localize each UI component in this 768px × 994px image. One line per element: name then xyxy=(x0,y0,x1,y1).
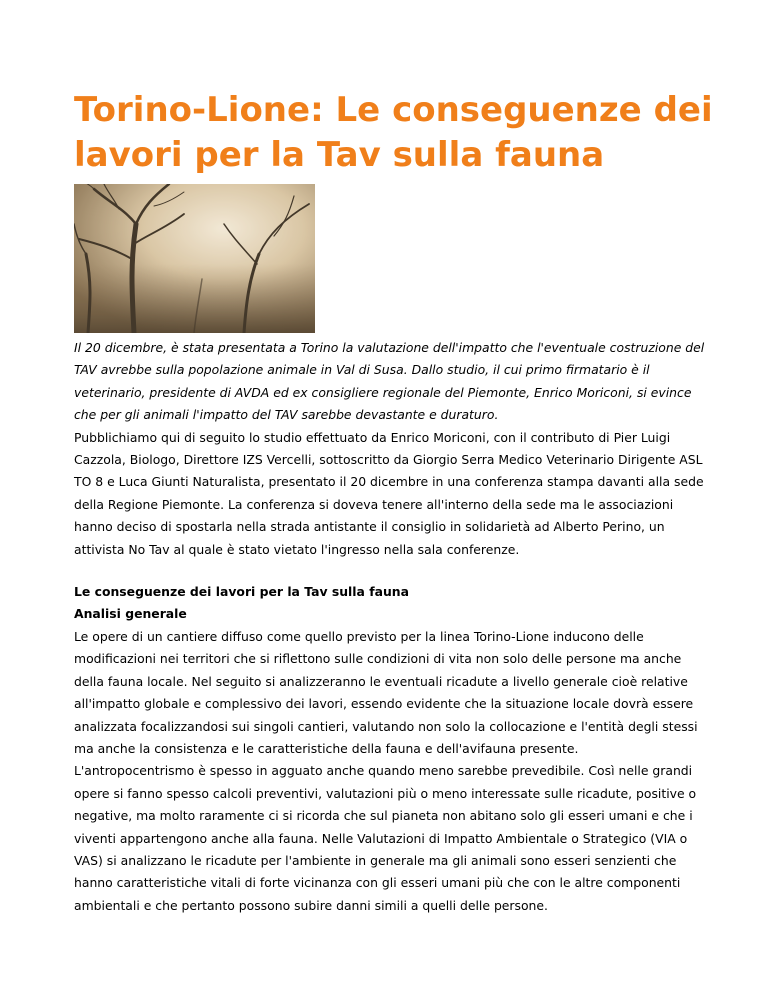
body-paragraph: Le opere di un cantiere diffuso come quello previsto per la linea Torino-Lione inducono delle modificazioni nei territori che si riflettono sulle condizioni di vita non solo delle persone ma anche della fauna locale. Nel seguito si analizzeranno le eventuali ricadute a livello generale cioè relative all'impatto globale e complessivo dei lavori, essendo evidente che la situazione locale dovrà essere analizzata focalizzandosi sui singoli cantieri, valutando non solo la collocazione e l'entità degli stessi ma anche la consistenza e le caratteristiche della fauna e dell'avifauna presente. xyxy=(74,628,698,756)
article-body xyxy=(74,337,706,917)
body-paragraph: L'antropocentrismo è spesso in agguato anche quando meno sarebbe prevedibile. Così nelle grandi opere si fanno spesso calcoli preventivi, valutazioni più o meno interessate sulle ricadute, positive o negative, ma molto raramente ci si ricorda che sul pianeta non abitano solo gli esseri umani e che i viventi appartengono anche alla fauna. Nelle Valutazioni di Impatto Ambientale o Strategico (VIA o VAS) si analizzano le ricadute per l'ambiente in generale ma gli animali sono esseri senzienti che hanno caratteristiche vitali di forte vicinanza con gli esseri umani più che con le altre componenti ambientali e che pertanto possono subire danni simili a quelli delle persone. xyxy=(74,763,697,913)
article-title: Torino-Lione: Le conseguenze dei lavori per la Tav sulla fauna xyxy=(74,90,713,175)
section-heading: Le conseguenze dei lavori per la Tav sulla fauna xyxy=(74,584,409,600)
intro-paragraph: Il 20 dicembre, è stata presentata a Torino la valutazione dell'impatto che l'eventuale costruzione del TAV avrebbe sulla popolazione animale in Val di Susa. Dallo studio, il cui primo firmatario è il veterinario, presidente di AVDA ed ex consigliere regionale del Piemonte, Enrico Moriconi, si evince che per gli animali l'impatto del TAV sarebbe devastante e duraturo. xyxy=(74,340,705,423)
subsection-heading: Analisi generale xyxy=(74,606,187,622)
body-paragraph: Pubblichiamo qui di seguito lo studio effettuato da Enrico Moriconi, con il contributo di Pier Luigi Cazzola, Biologo, Direttore IZS Vercelli, sottoscritto da Giorgio Serra Medico Veterinario Dirigente ASL TO 8 e Luca Giunti Naturalista, presentato il 20 dicembre in una conferenza stampa davanti alla sede della Regione Piemonte. La conferenza si doveva tenere all'interno della sede ma le associazioni hanno deciso di spostarla nella strada antistante il consiglio in solidarietà ad Alberto Perino, un attivista No Tav al quale è stato vietato l'ingresso nella sala conferenze. xyxy=(74,429,704,557)
article-image xyxy=(74,184,315,333)
